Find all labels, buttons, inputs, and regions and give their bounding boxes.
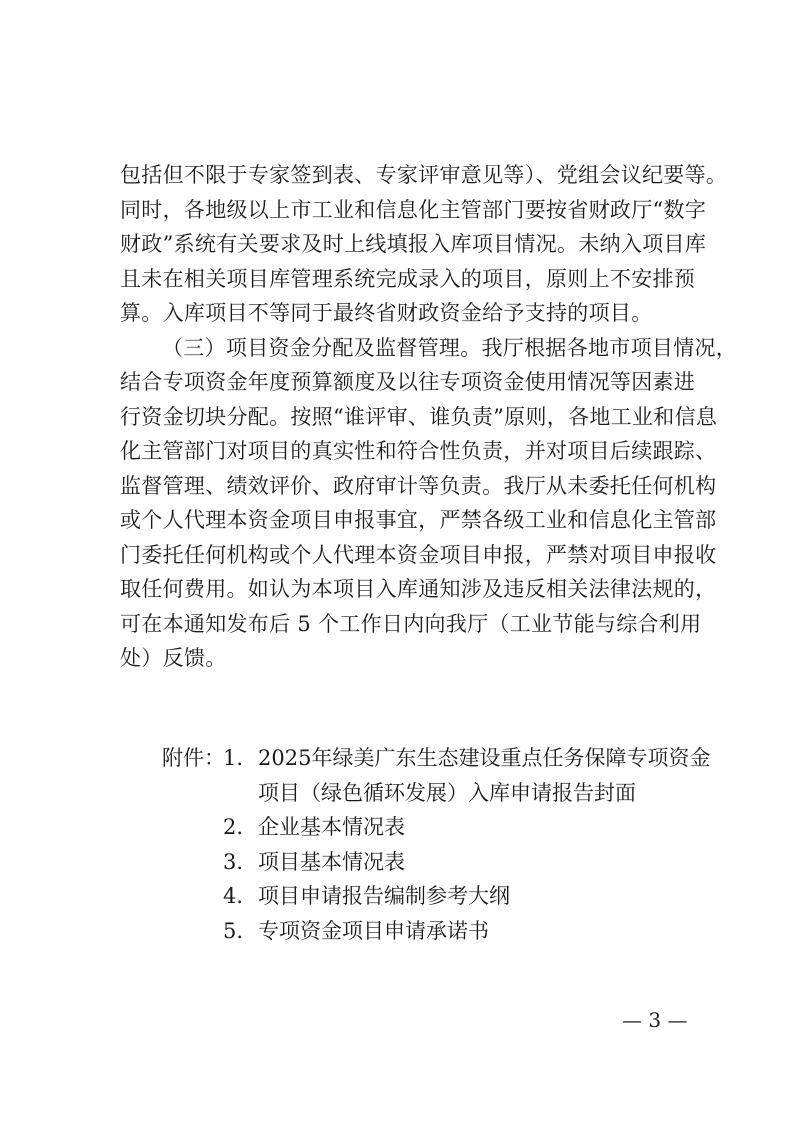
paragraph-line: 行资金切块分配。按照“谁评审、谁负责”原则，各地工业和信息: [120, 404, 718, 429]
attachments-label: 附件：: [162, 746, 225, 770]
paragraph-line: 取任何费用。如认为本项目入库通知涉及违反相关法律法规的，: [120, 577, 717, 601]
attachment-title: 项目（绿色循环发展）入库申请报告封面: [258, 780, 636, 805]
attachment-number: 1.: [223, 746, 244, 770]
paragraph-line: 算。入库项目不等同于最终省财政资金给予支持的项目。: [120, 301, 653, 325]
attachment-title: 专项资金项目申请承诺书: [258, 918, 489, 943]
paragraph-line: 同时，各地级以上市工业和信息化主管部门要按省财政厅“数字: [120, 197, 707, 222]
paragraph-line: 处）反馈。: [120, 646, 227, 670]
page-number: — 3 —: [622, 1008, 688, 1032]
paragraph-line: （三）项目资金分配及监督管理。我厅根据各地市项目情况，: [162, 335, 738, 360]
attachment-title: 项目申请报告编制参考大纲: [258, 884, 510, 908]
attachment-number: 3.: [223, 849, 244, 874]
attachment-number: 4.: [223, 884, 244, 908]
paragraph-line: 财政”系统有关要求及时上线填报入库项目情况。未纳入项目库: [120, 232, 707, 256]
attachment-title: 2025年绿美广东生态建设重点任务保障专项资金: [258, 746, 711, 770]
paragraph-line: 结合专项资金年度预算额度及以往专项资金使用情况等因素进: [120, 370, 696, 394]
paragraph-line: 包括但不限于专家签到表、专家评审意见等）、党组会议纪要等。: [120, 163, 728, 187]
paragraph-line: 门委托任何机构或个人代理本资金项目申报，严禁对项目申报收: [120, 542, 717, 567]
attachment-item-1-cont: [162, 776, 702, 811]
attachment-title: 项目基本情况表: [258, 849, 405, 874]
attachment-item-4: [162, 879, 702, 914]
attachment-item-5: [162, 914, 702, 949]
attachment-title: 企业基本情况表: [258, 815, 405, 839]
paragraph-line: 且未在相关项目库管理系统完成录入的项目，原则上不安排预: [120, 266, 696, 291]
paragraph-line: 监督管理、绩效评价、政府审计等负责。我厅从未委托任何机构: [120, 473, 717, 498]
paragraph-line: 可在本通知发布后 5 个工作日内向我厅（工业节能与综合利用: [120, 611, 702, 636]
attachment-item-3: [162, 845, 702, 880]
attachment-number: 5.: [223, 918, 244, 943]
attachments-list: [162, 741, 711, 948]
attachment-item-1: [162, 741, 711, 776]
attachment-number: 2.: [223, 815, 244, 839]
attachment-item-2: [162, 810, 702, 845]
paragraph-line: 化主管部门对项目的真实性和符合性负责，并对项目后续跟踪、: [120, 439, 717, 463]
paragraph-line: 或个人代理本资金项目申报事宜，严禁各级工业和信息化主管部: [120, 508, 717, 532]
body-text: [120, 158, 738, 676]
